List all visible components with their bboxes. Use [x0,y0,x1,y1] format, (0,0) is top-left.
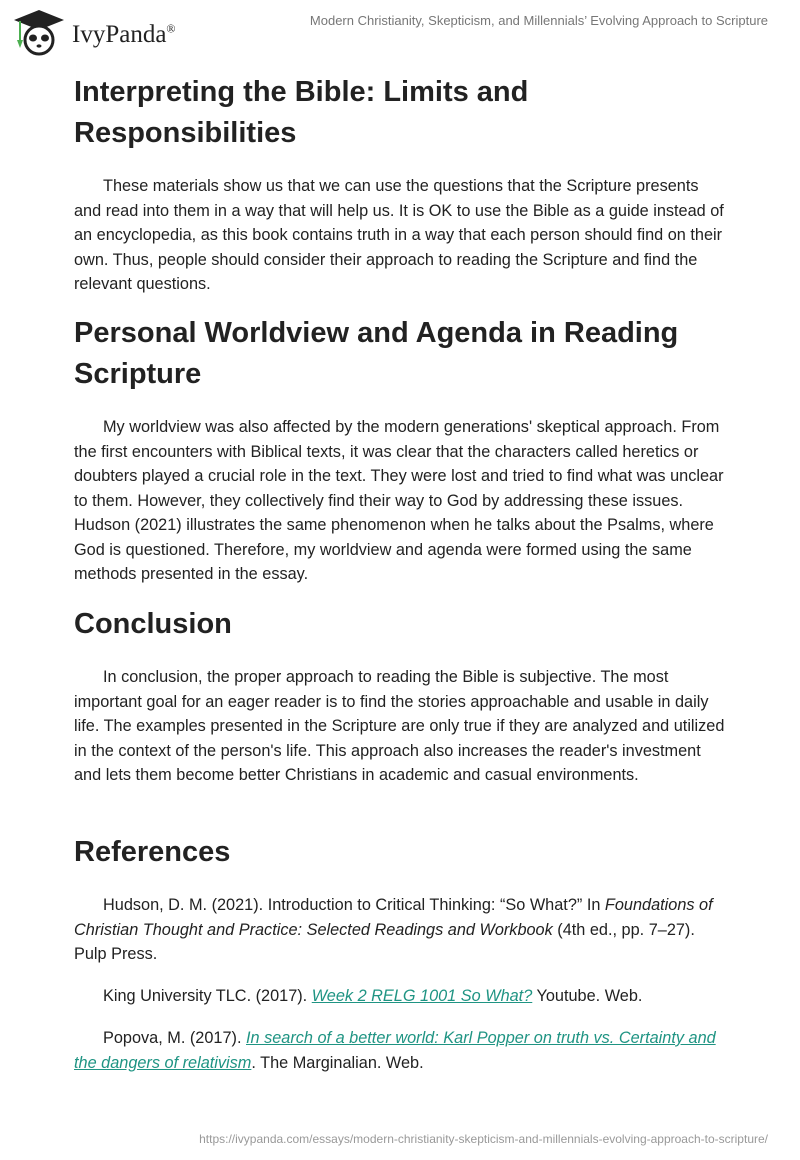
section-references [74,832,726,1075]
section-heading: Interpreting the Bible: Limits and Responsibilities [74,76,529,149]
section-paragraph: In conclusion, the proper approach to reading the Bible is subjective. The most important goal for an eager reader is to find the stories approachable and usable in daily life. The examples presented in the Scripture are only true if they are analyzed and utilized in the context of the person's life. This approach also increases the reader's investment and lets them become better Christians in academic and casual environments. [74,668,725,784]
references-heading: References [74,836,231,868]
section-paragraph: My worldview was also affected by the modern generations' skeptical approach. From the first encounters with Biblical texts, it was clear that the characters called heretics or doubters played a crucial role in the text. They were lost and tried to find what was unclear to them. However, they collectively find their way to God by addressing these issues. Hudson (2021) illustrates the same phenomenon when he talks about the Psalms, where God is questioned. Therefore, my worldview and agenda were formed using the same methods presented in the essay. [74,418,724,583]
reference-text: Hudson, D. M. (2021). Introduction to Critical Thinking: “So What?” In [103,896,605,914]
reference-link[interactable]: In search of a better world: Karl Popper on truth vs. Certainty and the dangers of relativism [74,1029,716,1072]
source-url[interactable]: https://ivypanda.com/essays/modern-christianity-skepticism-and-millennials-evolving-approach-to-scripture/ [199,1132,768,1146]
reference-item [74,1026,726,1075]
panda-graduate-icon [12,8,66,56]
registered-mark: ® [166,21,176,36]
reference-text: Popova, M. (2017). [103,1029,246,1047]
section-heading: Conclusion [74,608,232,640]
reference-link[interactable]: Week 2 RELG 1001 So What? [311,986,533,1005]
ivypanda-logo[interactable] [12,8,176,56]
reference-text: . The Marginalian. Web. [251,1053,424,1072]
reference-text: (4th ed., pp. 7–27). Pulp Press. [74,920,695,963]
reference-text: Youtube. Web. [532,986,643,1005]
document-title: Modern Christianity, Skepticism, and Millennials’ Evolving Approach to Scripture [309,13,768,28]
section-heading: Personal Worldview and Agenda in Reading Scripture [74,317,679,390]
reference-item [74,984,726,1009]
section-paragraph: These materials show us that we can use the questions that the Scripture presents and read into them in a way that will help us. It is OK to use the Bible as a guide instead of an encyclopedia, as this book contains truth in a way that each person should find on their own. Thus, people should consider their approach to reading the Scripture and find the relevant questions. [74,177,724,293]
reference-item [74,893,726,967]
reference-text: King University TLC. (2017). [103,986,312,1005]
logo-text: IvyPanda [72,21,167,48]
section-interpreting [74,72,726,297]
section-worldview [74,313,726,587]
section-conclusion [74,604,726,788]
reference-book-title: Foundations of Christian Thought and Practice: Selected Readings and Workbook [74,896,713,939]
